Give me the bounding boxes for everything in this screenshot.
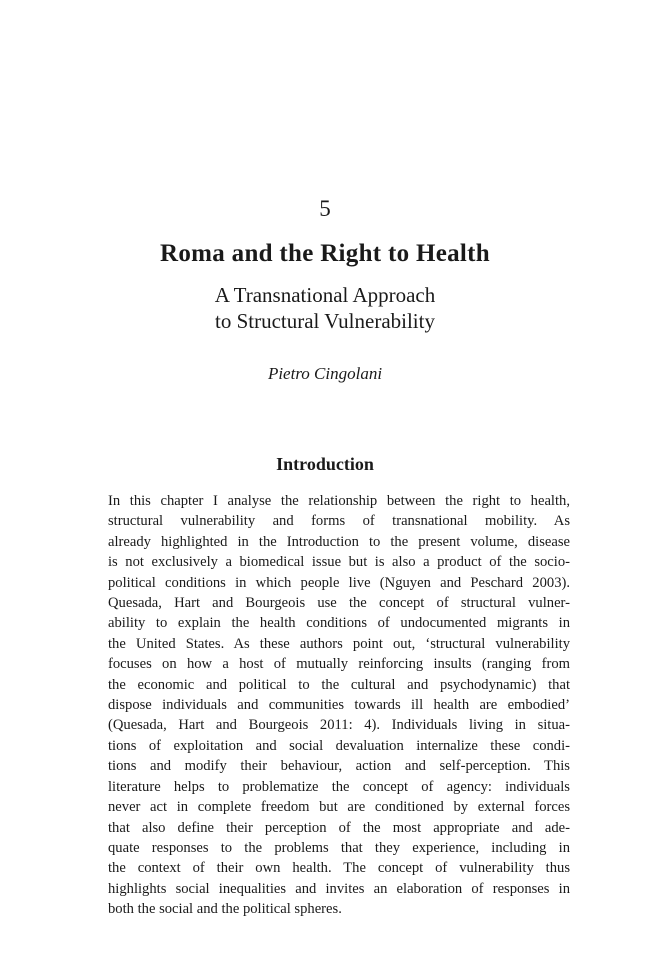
text-line: highlights social inequalities and invites an elaboration of responses in [108,880,570,897]
section-heading: Introduction [276,454,374,474]
text-line: both the social and the political spheres. [108,901,342,918]
subtitle-line: to Structural Vulnerability [215,309,435,333]
text-line: structural vulnerability and forms of transnational mobility. As [108,513,570,530]
text-line: Quesada, Hart and Bourgeois use the concept of structural vulner- [108,595,570,612]
chapter-subtitle [0,282,650,334]
text-line: focuses on how a host of mutually reinforcing insults (ranging from [108,656,570,673]
text-line: is not exclusively a biomedical issue but is also a product of the socio- [108,554,570,571]
text-line: the United States. As these authors point out, ‘structural vulnerability [108,635,570,652]
text-line: the context of their own health. The concept of vulnerability thus [108,860,570,877]
chapter-title: Roma and the Right to Health [160,240,490,267]
subtitle-line: A Transnational Approach [214,283,436,307]
text-line: quate responses to the problems that they experience, including in [108,839,570,856]
chapter-author: Pietro Cingolani [267,364,383,383]
chapter-number: 5 [319,196,331,221]
text-line: (Quesada, Hart and Bourgeois 2011: 4). Individuals living in situa- [108,717,570,734]
text-line: that also define their perception of the most appropriate and ade- [108,819,570,836]
body-paragraph [108,491,570,920]
text-line: ability to explain the health conditions of undocumented migrants in [108,615,570,632]
text-line: In this chapter I analyse the relationship between the right to health, [108,493,570,509]
text-line: already highlighted in the Introduction to the present volume, disease [108,533,570,550]
text-line: tions and modify their behaviour, action and self-perception. This [108,758,570,775]
text-line: the economic and political to the cultural and psychodynamic) that [108,676,570,693]
text-line: never act in complete freedom but are conditioned by external forces [108,799,570,816]
text-line: literature helps to problematize the concept of agency: individuals [108,778,570,795]
text-line: dispose individuals and communities towards ill health are embodied’ [108,697,570,714]
text-line: tions of exploitation and social devaluation internalize these condi- [108,737,570,754]
text-line: political conditions in which people live (Nguyen and Peschard 2003). [108,574,570,591]
